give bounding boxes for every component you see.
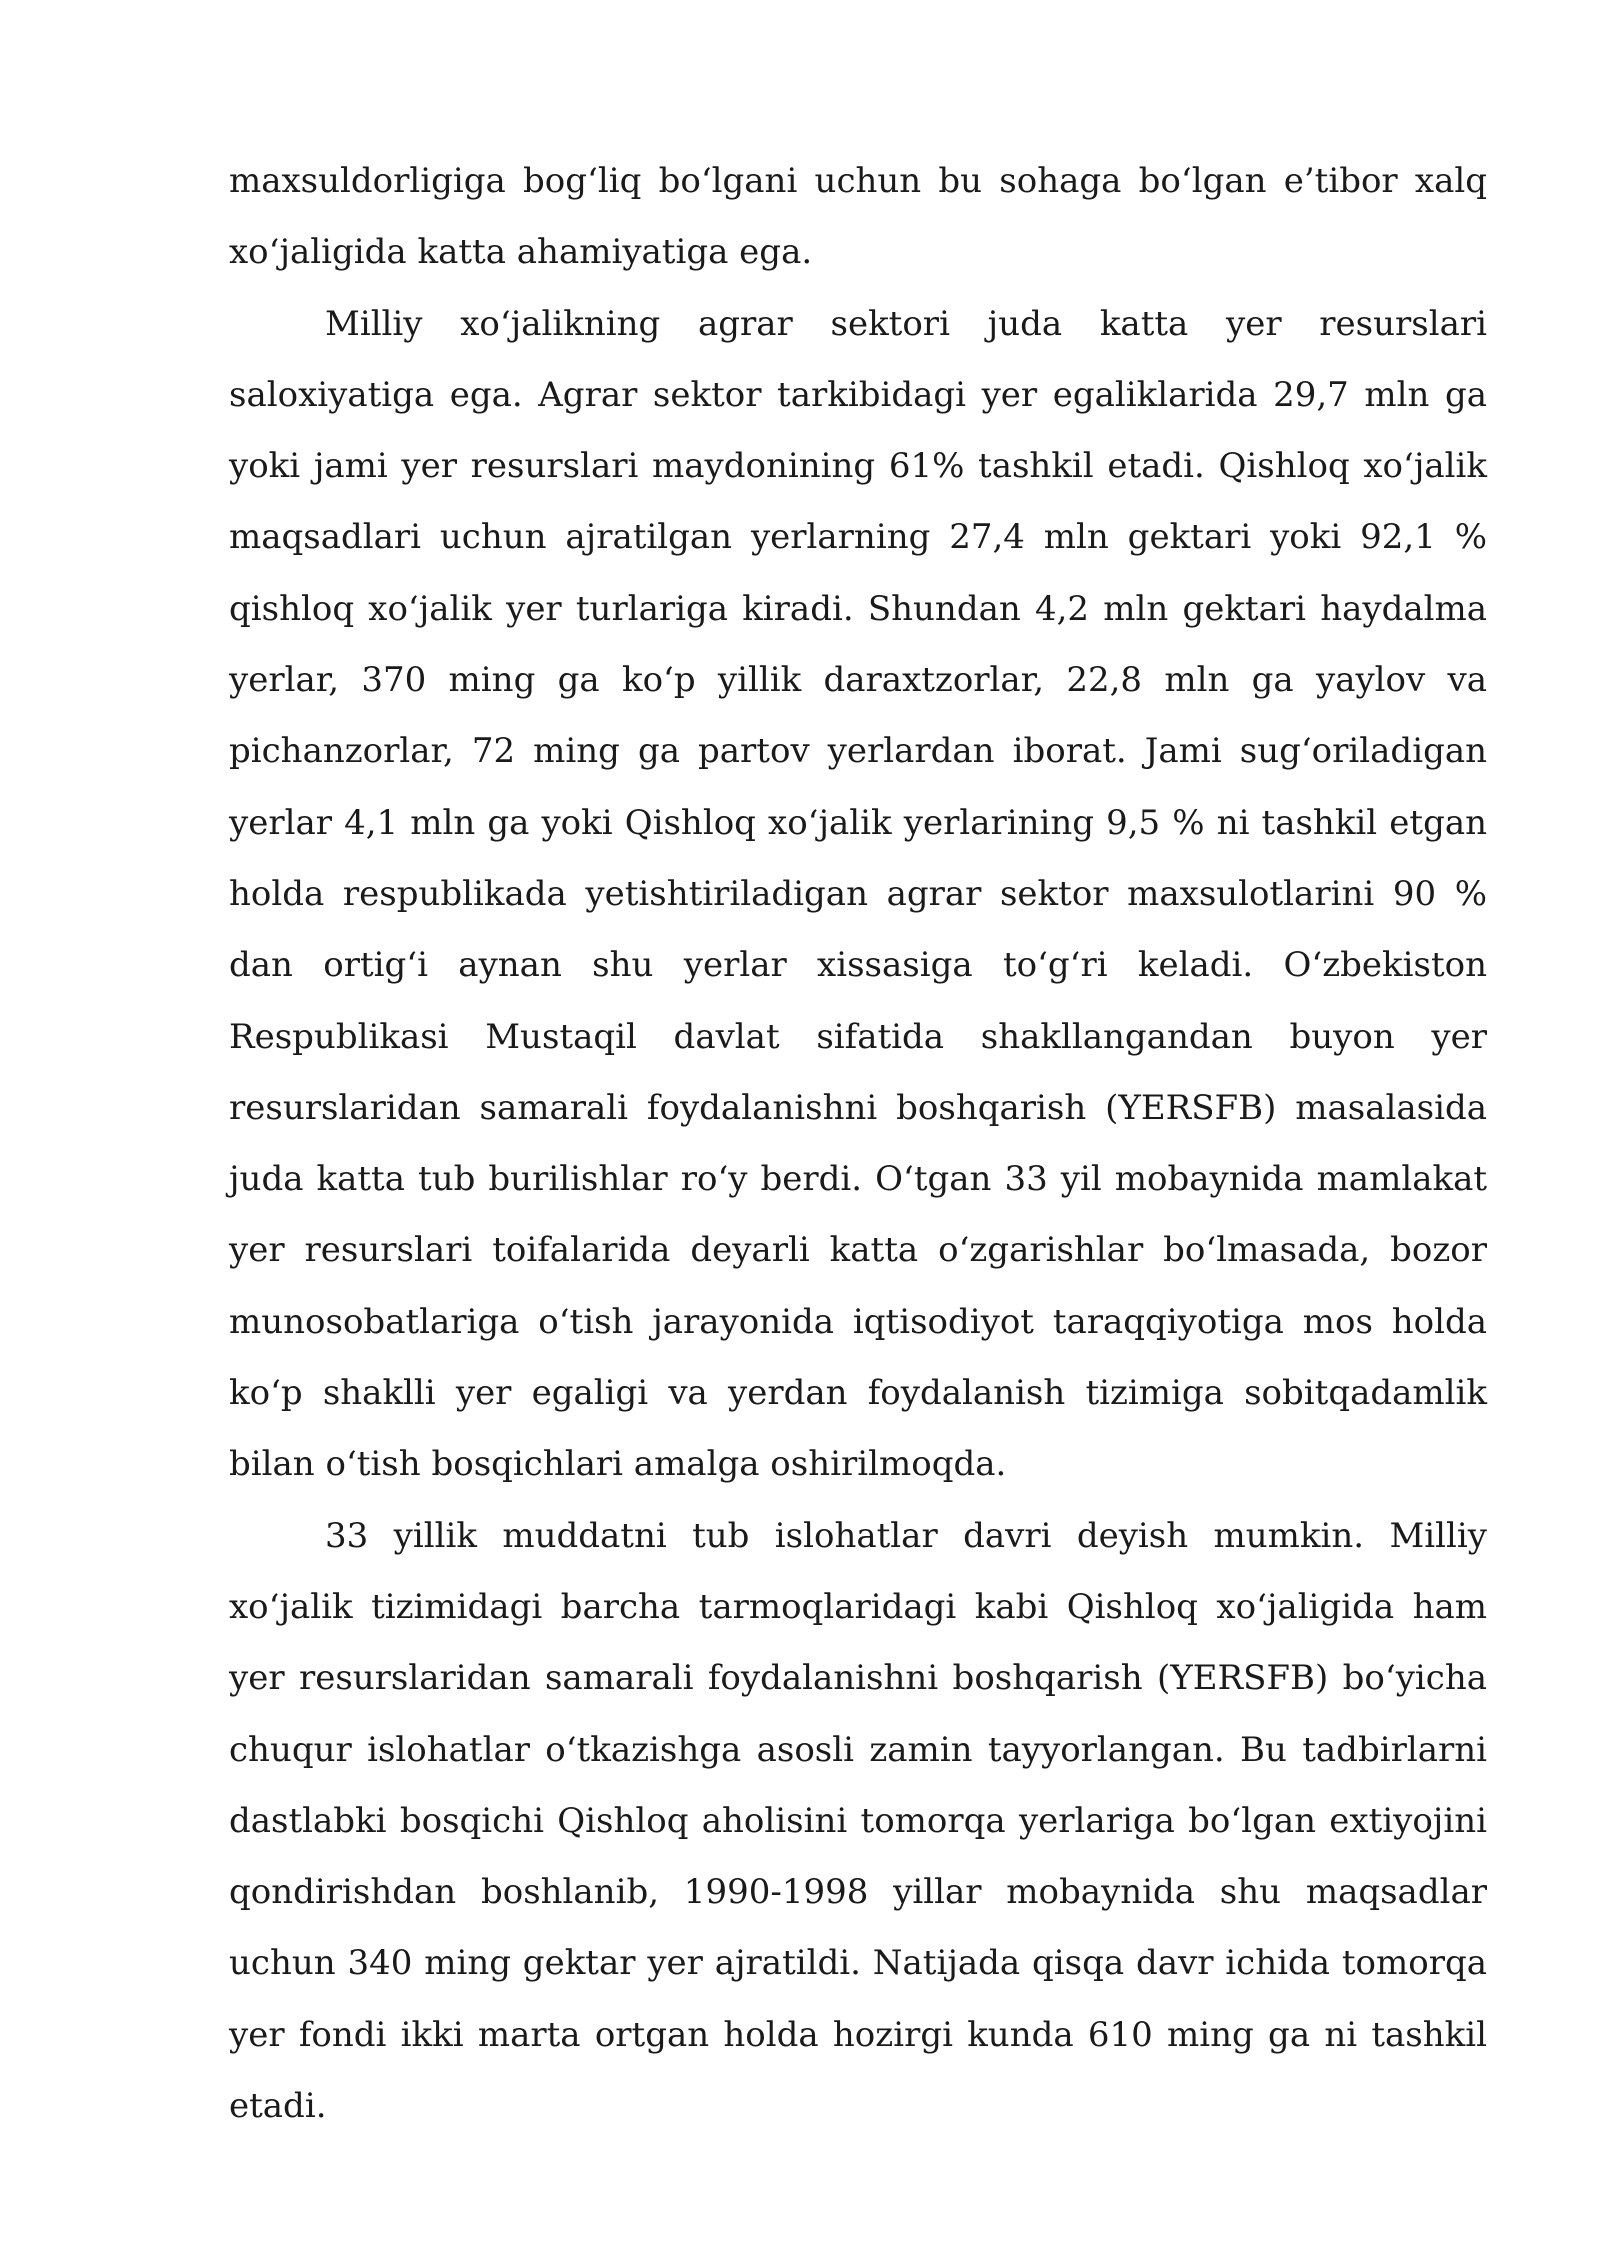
paragraph-islohatlar: 33 yillik muddatni tub islohatlar davri deyish mumkin. Milliy xo‘jalik tizimidagi barcha tarmoqlaridagi kabi Qishloq xo‘jaligida ham yer resurslaridan samarali foydalanishni boshqarish (YERSFB) bo‘yicha chuqur islohatlar o‘tkazishga asosli zamin tayyorlangan. Bu tadbirlarni dastlabki bosqichi Qishloq aholisini tomorqa yerlariga bo‘lgan extiyojini qondirishdan boshlanib, 1990-1998 yillar mobaynida shu maqsadlar uchun 340 ming gektar yer ajratildi. Natijada qisqa davr ichida tomorqa yer fondi ikki marta ortgan holda hozirgi kunda 610 ming ga ni tashkil etadi. [229, 1515, 1487, 2127]
document-body [229, 146, 1487, 2142]
paragraph-continuation: maxsuldorligiga bog‘liq bo‘lgani uchun bu sohaga bo‘lgan e’tibor xalq xo‘jaligida katta ahamiyatiga ega. [229, 161, 1487, 273]
paragraph-agrar-sektor: Milliy xo‘jalikning agrar sektori juda katta yer resurslari saloxiyatiga ega. Agrar sektor tarkibidagi yer egaliklarida 29,7 mln ga yoki jami yer resurslari maydonining 61% tashkil etadi. Qishloq xo‘jalik maqsadlari uchun ajratilgan yerlarning 27,4 mln gektari yoki 92,1 % qishloq xo‘jalik yer turlariga kiradi. Shundan 4,2 mln gektari haydalma yerlar, 370 ming ga ko‘p yillik daraxtzorlar, 22,8 mln ga yaylov va pichanzorlar, 72 ming ga partov yerlardan iborat. Jami sug‘oriladigan yerlar 4,1 mln ga yoki Qishloq xo‘jalik yerlarining 9,5 % ni tashkil etgan holda respublikada yetishtiriladigan agrar sektor maxsulotlarini 90 % dan ortig‘i aynan shu yerlar xissasiga to‘g‘ri keladi. O‘zbekiston Respublikasi Mustaqil davlat sifatida shakllangandan buyon yer resurslaridan samarali foydalanishni boshqarish (YERSFB) masalasida juda katta tub burilishlar ro‘y berdi. O‘tgan 33 yil mobaynida mamlakat yer resurslari toifalarida deyarli katta o‘zgarishlar bo‘lmasada, bozor munosobatlariga o‘tish jarayonida iqtisodiyot taraqqiyotiga mos holda ko‘p shaklli yer egaligi va yerdan foydalanish tizimiga sobitqadamlik bilan o‘tish bosqichlari amalga oshirilmoqda. [229, 303, 1487, 1485]
